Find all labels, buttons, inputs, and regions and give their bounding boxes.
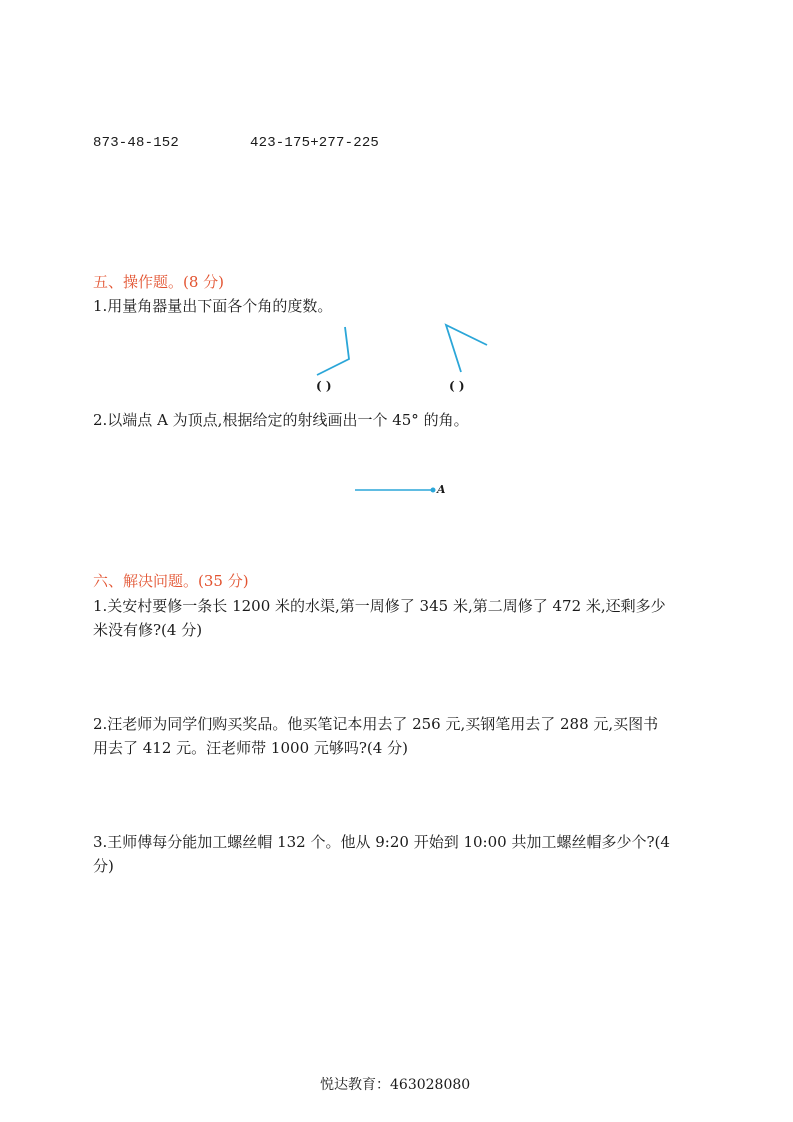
answer-blank-1[interactable]: ( ) — [316, 379, 332, 393]
section-6-question-1-line-2: 米没有修?(4 分) — [93, 621, 203, 639]
angle-2-lines — [446, 325, 487, 372]
section-6-question-2-line-1: 2.汪老师为同学们购买奖品。他买笔记本用去了 256 元,买钢笔用去了 288 元,买图书 — [93, 715, 659, 733]
point-a-label: A — [437, 483, 446, 496]
section-5-question-2: 2.以端点 A 为顶点,根据给定的射线画出一个 45° 的角。 — [93, 411, 469, 429]
section-6-question-1-line-1: 1.关安村要修一条长 1200 米的水渠,第一周修了 345 米,第二周修了 472 米,还剩多少 — [93, 597, 666, 615]
section-6-question-3-line-2: 分) — [93, 857, 114, 875]
endpoint-a-dot — [431, 488, 436, 493]
section-6-question-2-line-2: 用去了 412 元。汪老师带 1000 元够吗?(4 分) — [93, 739, 408, 757]
section-6-title: 六、解决问题。(35 分) — [93, 572, 249, 590]
answer-blank-2[interactable]: ( ) — [449, 379, 465, 393]
section-5-title: 五、操作题。(8 分) — [93, 273, 225, 291]
footer-contact: 悦达教育：463028080 — [320, 1077, 471, 1093]
expression-2: 423-175+277-225 — [250, 135, 380, 151]
expression-1: 873-48-152 — [93, 135, 180, 151]
angle-1-lines — [317, 327, 349, 375]
section-5-question-1: 1.用量角器量出下面各个角的度数。 — [93, 297, 333, 315]
section-6-question-3-line-1: 3.王师傅每分能加工螺丝帽 132 个。他从 9:20 开始到 10:00 共加工螺丝帽多少个?(4 — [93, 833, 670, 851]
